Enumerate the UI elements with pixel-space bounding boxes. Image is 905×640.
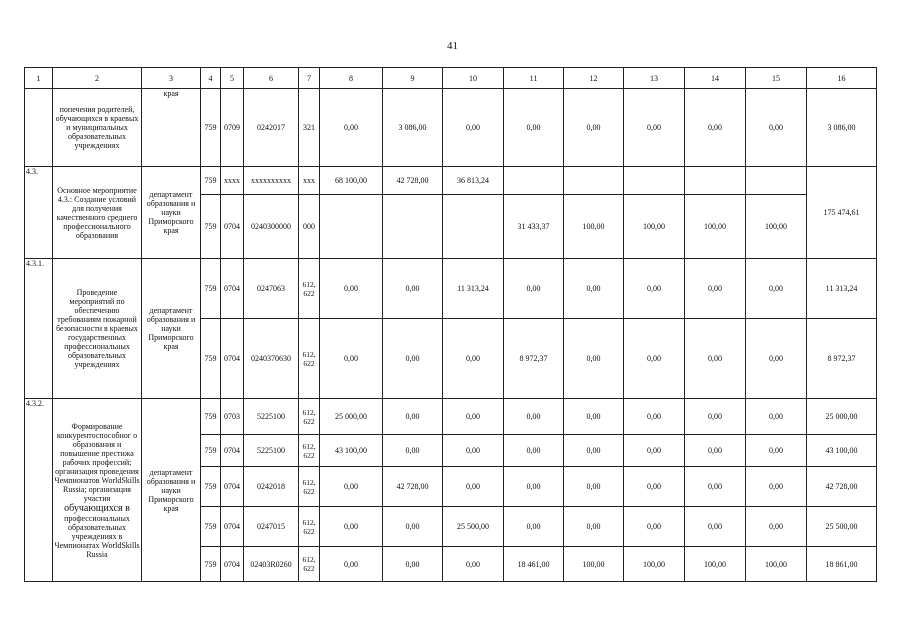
value-cell: 100,00 — [624, 195, 685, 259]
section-code: 0704 — [221, 259, 244, 319]
value-cell — [443, 195, 504, 259]
value-cell: 0,00 — [564, 259, 624, 319]
header-cell: 10 — [443, 68, 504, 89]
value-cell: 0,00 — [504, 467, 564, 507]
value-cell: 0,00 — [746, 435, 807, 467]
target-article-code: 02403R0260 — [244, 547, 299, 582]
table-row — [25, 399, 877, 435]
value-cell: 42 728,00 — [383, 167, 443, 195]
value-cell: 0,00 — [564, 89, 624, 167]
value-cell: 0,00 — [746, 319, 807, 399]
value-cell: 0,00 — [320, 547, 383, 582]
value-cell: 0,00 — [746, 467, 807, 507]
value-cell: 100,00 — [564, 195, 624, 259]
expense-type-code: 612, 622 — [299, 467, 320, 507]
value-cell: 0,00 — [685, 89, 746, 167]
activity-description: попечения родителей, обучающихся в краевых и муниципальных образовательных учреждениях — [53, 89, 142, 167]
value-cell: 0,00 — [383, 259, 443, 319]
value-cell: 0,00 — [564, 467, 624, 507]
row-number-cell: 4.3. — [25, 167, 53, 259]
value-cell: 11 313,24 — [443, 259, 504, 319]
value-cell: 0,00 — [383, 399, 443, 435]
value-cell — [504, 167, 564, 195]
value-cell — [624, 167, 685, 195]
value-cell: 0,00 — [624, 399, 685, 435]
page-number: 41 — [447, 40, 458, 52]
expense-type-code: xxx — [299, 167, 320, 195]
total-cell: 25 500,00 — [807, 507, 877, 547]
grbs-code: 759 — [201, 259, 221, 319]
value-cell: 0,00 — [504, 507, 564, 547]
value-cell: 0,00 — [624, 507, 685, 547]
value-cell: 0,00 — [383, 547, 443, 582]
budget-table — [24, 67, 877, 582]
value-cell: 0,00 — [320, 467, 383, 507]
header-cell: 3 — [142, 68, 201, 89]
value-cell: 100,00 — [685, 547, 746, 582]
header-cell: 1 — [25, 68, 53, 89]
grbs-code: 759 — [201, 399, 221, 435]
target-article-code: xxxxxxxxxx — [244, 167, 299, 195]
expense-type-code: 612, 622 — [299, 319, 320, 399]
row-number-cell: 4.3.1. — [25, 259, 53, 399]
value-cell: 100,00 — [624, 547, 685, 582]
value-cell: 0,00 — [443, 547, 504, 582]
activity-description — [53, 399, 142, 582]
value-cell: 0,00 — [564, 399, 624, 435]
grbs-code: 759 — [201, 435, 221, 467]
value-cell: 100,00 — [746, 195, 807, 259]
target-article-code: 5225100 — [244, 399, 299, 435]
expense-type-code: 612, 622 — [299, 435, 320, 467]
value-cell: 0,00 — [746, 89, 807, 167]
value-cell: 8 972,37 — [504, 319, 564, 399]
value-cell: 0,00 — [320, 319, 383, 399]
target-article-code: 0247015 — [244, 507, 299, 547]
value-cell: 0,00 — [443, 399, 504, 435]
value-cell: 0,00 — [685, 507, 746, 547]
row-number-cell — [25, 89, 53, 167]
total-cell: 3 086,00 — [807, 89, 877, 167]
grbs-code: 759 — [201, 467, 221, 507]
table-row — [25, 259, 877, 319]
expense-type-code: 612, 622 — [299, 259, 320, 319]
value-cell: 68 100,00 — [320, 167, 383, 195]
section-code: 0704 — [221, 195, 244, 259]
value-cell: 0,00 — [746, 507, 807, 547]
value-cell: 0,00 — [504, 435, 564, 467]
value-cell: 100,00 — [685, 195, 746, 259]
value-cell: 0,00 — [320, 259, 383, 319]
value-cell — [685, 167, 746, 195]
total-cell: 25 000,00 — [807, 399, 877, 435]
total-cell: 175 474,61 — [807, 167, 877, 259]
table-row — [25, 167, 877, 195]
grbs-code: 759 — [201, 167, 221, 195]
value-cell: 0,00 — [685, 399, 746, 435]
value-cell: 0,00 — [504, 89, 564, 167]
value-cell: 0,00 — [564, 435, 624, 467]
section-code: 0704 — [221, 319, 244, 399]
total-cell: 43 100,00 — [807, 435, 877, 467]
grbs-code: 759 — [201, 319, 221, 399]
header-cell: 4 — [201, 68, 221, 89]
table-row — [25, 89, 877, 167]
value-cell: 0,00 — [443, 319, 504, 399]
expense-type-code: 612, 622 — [299, 507, 320, 547]
total-cell: 11 313,24 — [807, 259, 877, 319]
value-cell: 0,00 — [685, 467, 746, 507]
expense-type-code: 612, 622 — [299, 399, 320, 435]
total-cell: 18 861,00 — [807, 547, 877, 582]
section-code: 0709 — [221, 89, 244, 167]
activity-description: Проведение мероприятий по обеспечению требованиям пожарной безопасности в краевых государственных профессиональных образовательных учреждениях — [53, 259, 142, 399]
value-cell — [746, 167, 807, 195]
value-cell: 36 813,24 — [443, 167, 504, 195]
value-cell: 31 433,37 — [504, 195, 564, 259]
value-cell: 0,00 — [443, 435, 504, 467]
total-cell: 42 728,00 — [807, 467, 877, 507]
section-code: 0704 — [221, 435, 244, 467]
value-cell: 0,00 — [320, 89, 383, 167]
value-cell: 0,00 — [624, 319, 685, 399]
header-cell: 2 — [53, 68, 142, 89]
total-cell: 8 972,37 — [807, 319, 877, 399]
value-cell: 100,00 — [746, 547, 807, 582]
target-article-code: 0242018 — [244, 467, 299, 507]
value-cell: 25 500,00 — [443, 507, 504, 547]
grbs-code: 759 — [201, 195, 221, 259]
header-cell: 13 — [624, 68, 685, 89]
value-cell: 0,00 — [685, 435, 746, 467]
header-cell: 7 — [299, 68, 320, 89]
value-cell: 0,00 — [383, 435, 443, 467]
value-cell: 0,00 — [685, 259, 746, 319]
value-cell — [564, 167, 624, 195]
value-cell: 18 461,00 — [504, 547, 564, 582]
value-cell: 42 728,00 — [383, 467, 443, 507]
section-code: xxxx — [221, 167, 244, 195]
value-cell: 0,00 — [624, 89, 685, 167]
header-cell: 15 — [746, 68, 807, 89]
section-code: 0704 — [221, 467, 244, 507]
header-cell: 6 — [244, 68, 299, 89]
value-cell: 43 100,00 — [320, 435, 383, 467]
table-header-row — [25, 68, 877, 89]
value-cell: 0,00 — [564, 507, 624, 547]
value-cell: 3 086,00 — [383, 89, 443, 167]
executor-cell: департамент образования и науки Приморского края — [142, 259, 201, 399]
value-cell: 0,00 — [504, 399, 564, 435]
value-cell: 0,00 — [320, 507, 383, 547]
header-cell: 5 — [221, 68, 244, 89]
section-code: 0704 — [221, 547, 244, 582]
header-cell: 12 — [564, 68, 624, 89]
value-cell — [320, 195, 383, 259]
executor-cell: департамент образования и науки Приморского края — [142, 167, 201, 259]
section-code: 0703 — [221, 399, 244, 435]
value-cell: 0,00 — [504, 259, 564, 319]
value-cell — [383, 195, 443, 259]
value-cell: 0,00 — [443, 89, 504, 167]
value-cell: 25 000,00 — [320, 399, 383, 435]
value-cell: 0,00 — [624, 467, 685, 507]
expense-type-code: 000 — [299, 195, 320, 259]
executor-cell: департамент образования и науки Приморского края — [142, 399, 201, 582]
value-cell: 0,00 — [383, 507, 443, 547]
header-cell: 16 — [807, 68, 877, 89]
value-cell: 0,00 — [685, 319, 746, 399]
value-cell: 0,00 — [624, 435, 685, 467]
value-cell: 0,00 — [746, 259, 807, 319]
target-article-code: 0242017 — [244, 89, 299, 167]
target-article-code: 5225100 — [244, 435, 299, 467]
target-article-code: 0247063 — [244, 259, 299, 319]
header-cell: 14 — [685, 68, 746, 89]
expense-type-code: 612, 622 — [299, 547, 320, 582]
activity-description-part: обучающихся в — [64, 502, 130, 514]
value-cell: 0,00 — [383, 319, 443, 399]
expense-type-code: 321 — [299, 89, 320, 167]
activity-description-part: Формирование конкурентоспособног о образования и повышение престижа рабочих профессий; организация проведения Чемпионатов WorldSkills Russia; организация участия — [54, 421, 140, 503]
target-article-code: 0240370630 — [244, 319, 299, 399]
value-cell: 100,00 — [564, 547, 624, 582]
value-cell: 0,00 — [746, 399, 807, 435]
header-cell: 11 — [504, 68, 564, 89]
value-cell: 0,00 — [564, 319, 624, 399]
grbs-code: 759 — [201, 507, 221, 547]
target-article-code: 0240300000 — [244, 195, 299, 259]
header-cell: 8 — [320, 68, 383, 89]
grbs-code: 759 — [201, 89, 221, 167]
section-code: 0704 — [221, 507, 244, 547]
row-number-cell: 4.3.2. — [25, 399, 53, 582]
executor-cell: края — [142, 89, 201, 167]
value-cell: 0,00 — [443, 467, 504, 507]
activity-description: Основное мероприятие 4.3.: Создание условий для получения качественного среднего профессионального образования — [53, 167, 142, 259]
value-cell: 0,00 — [624, 259, 685, 319]
grbs-code: 759 — [201, 547, 221, 582]
header-cell: 9 — [383, 68, 443, 89]
activity-description-part: профессиональных образовательных учреждениях в Чемпионатах WorldSkills Russia — [54, 513, 140, 559]
